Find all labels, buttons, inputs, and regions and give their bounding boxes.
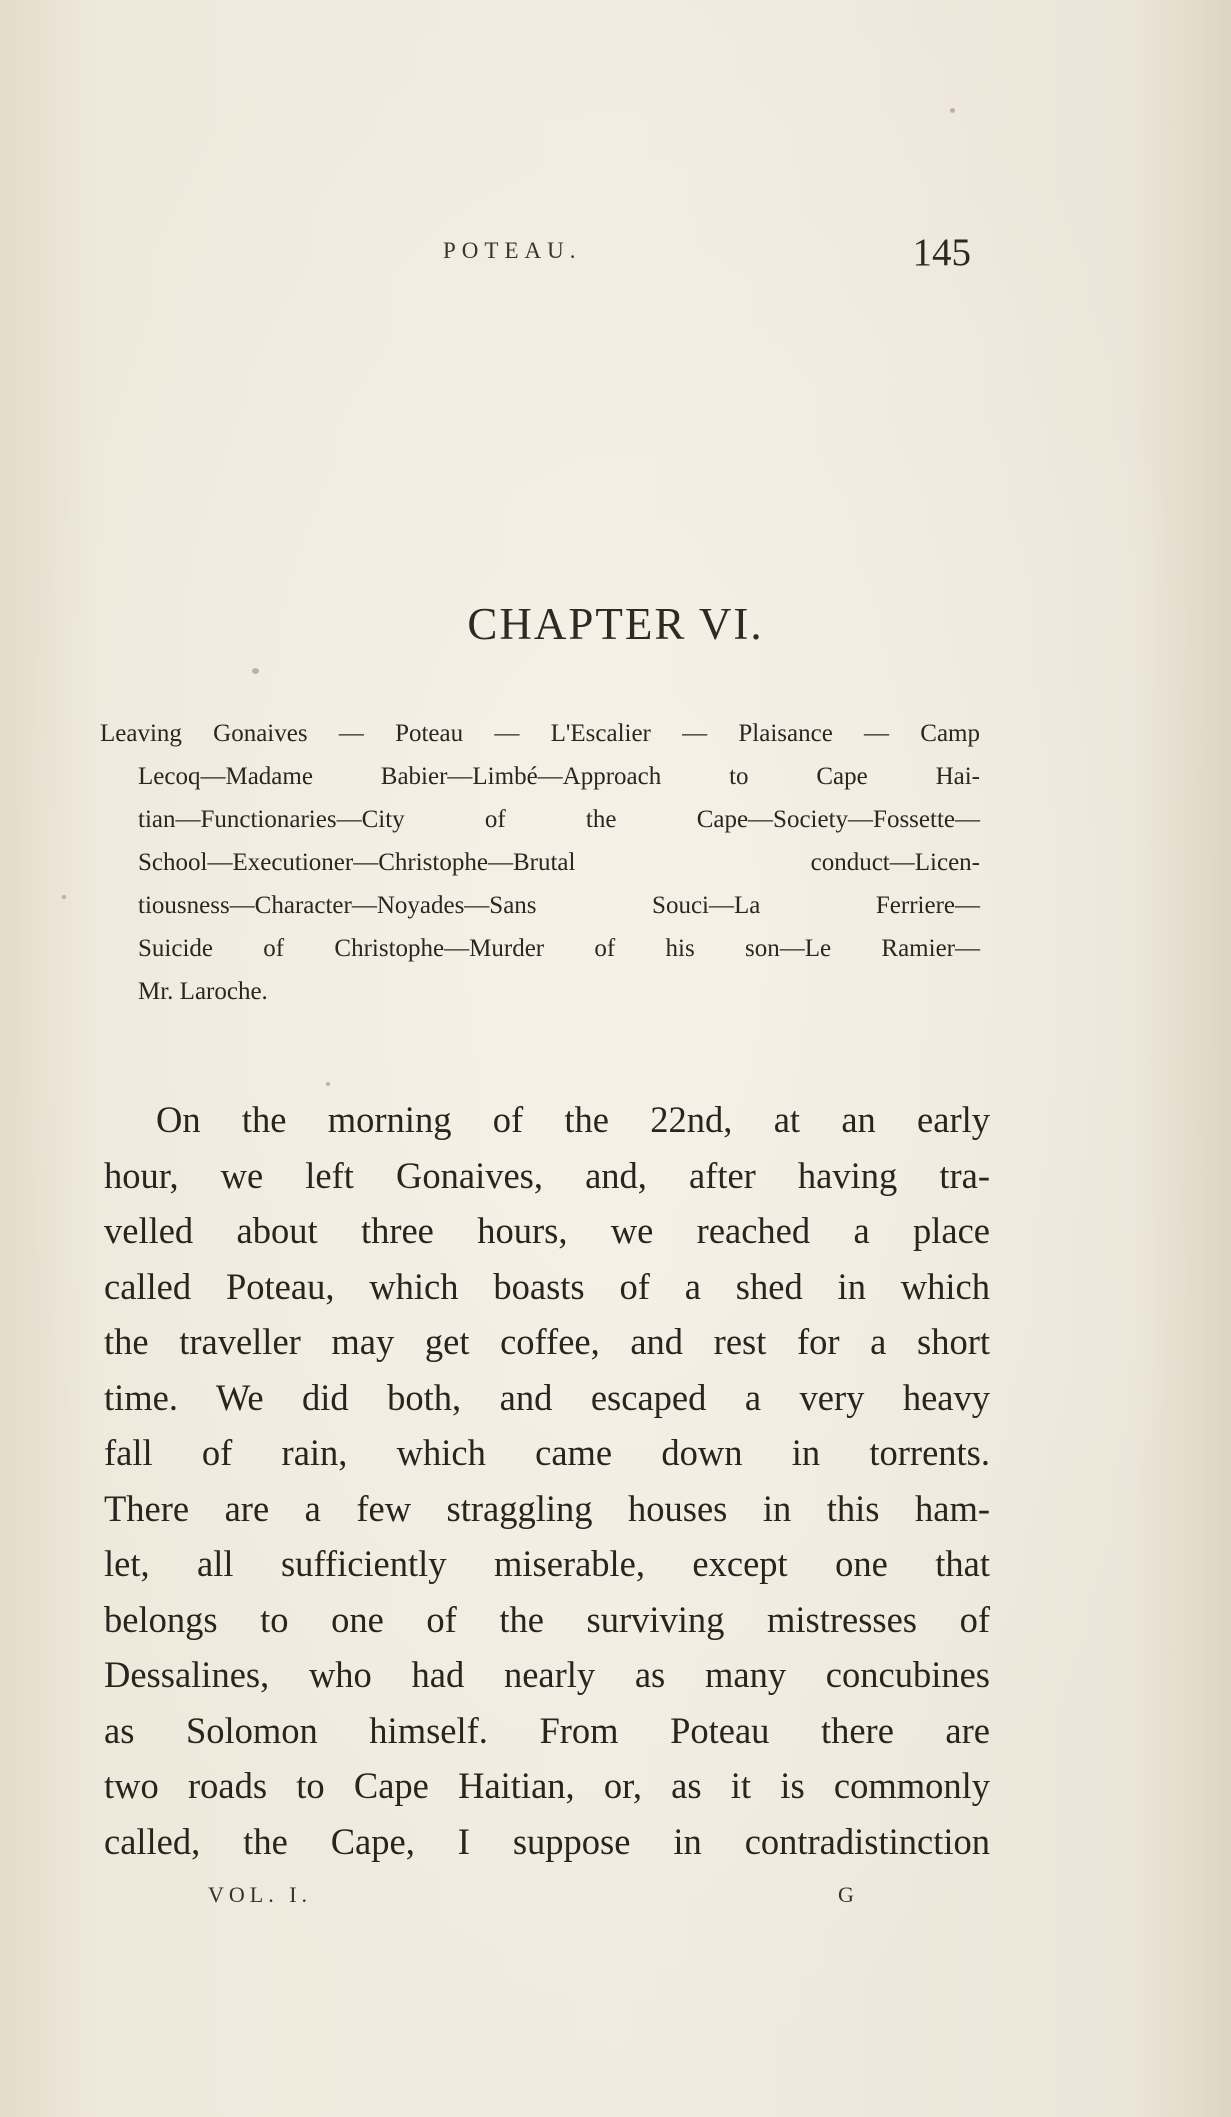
synopsis-line: tian—Functionaries—City of the Cape—Society—Fossette— [138, 806, 980, 833]
page-footer [100, 1882, 900, 1922]
synopsis-line: Suicide of Christophe—Murder of his son—Le Ramier— [138, 935, 980, 962]
synopsis-line: tiousness—Character—Noyades—Sans Souci—La Ferriere— [138, 892, 980, 919]
body-paragraph [104, 1092, 990, 1869]
body-line: There are a few straggling houses in this ham- [104, 1487, 990, 1529]
signature-mark: G [838, 1882, 854, 1907]
running-title: POTEAU. [443, 238, 582, 263]
synopsis-line: Lecoq—Madame Babier—Limbé—Approach to Cape Hai- [138, 763, 980, 790]
volume-label: VOL. I. [208, 1882, 313, 1907]
synopsis-line: School—Executioner—Christophe—Brutal conduct—Licen- [138, 849, 980, 876]
chapter-title: CHAPTER VI. [467, 599, 764, 649]
paper-speck [62, 895, 66, 899]
body-line: the traveller may get coffee, and rest for a short [104, 1321, 990, 1362]
body-line: let, all sufficiently miserable, except one that [104, 1543, 990, 1584]
body-line: hour, we left Gonaives, and, after having tra- [104, 1154, 990, 1196]
paper-speck [950, 108, 955, 113]
chapter-synopsis [100, 712, 980, 1013]
running-head [100, 232, 971, 282]
page-number: 145 [912, 231, 971, 274]
body-line: as Solomon himself. From Poteau there are [104, 1709, 990, 1751]
synopsis-line: Mr. Laroche. [138, 978, 268, 1005]
body-line: two roads to Cape Haitian, or, as it is commonly [104, 1765, 990, 1806]
body-line: Dessalines, who had nearly as many concubines [104, 1654, 990, 1695]
paper-speck [326, 1082, 330, 1086]
body-line: belongs to one of the surviving mistresses of [104, 1598, 990, 1640]
body-line: called, the Cape, I suppose in contradistinction [104, 1820, 990, 1862]
body-line: time. We did both, and escaped a very heavy [104, 1376, 990, 1418]
body-line: velled about three hours, we reached a place [104, 1210, 990, 1251]
body-line: fall of rain, which came down in torrents. [104, 1432, 990, 1473]
body-line: called Poteau, which boasts of a shed in which [104, 1265, 990, 1307]
body-line: On the morning of the 22nd, at an early [156, 1099, 990, 1140]
synopsis-line: Leaving Gonaives — Poteau — L'Escalier — Plaisance — Camp [100, 720, 980, 747]
paper-speck [252, 668, 259, 674]
